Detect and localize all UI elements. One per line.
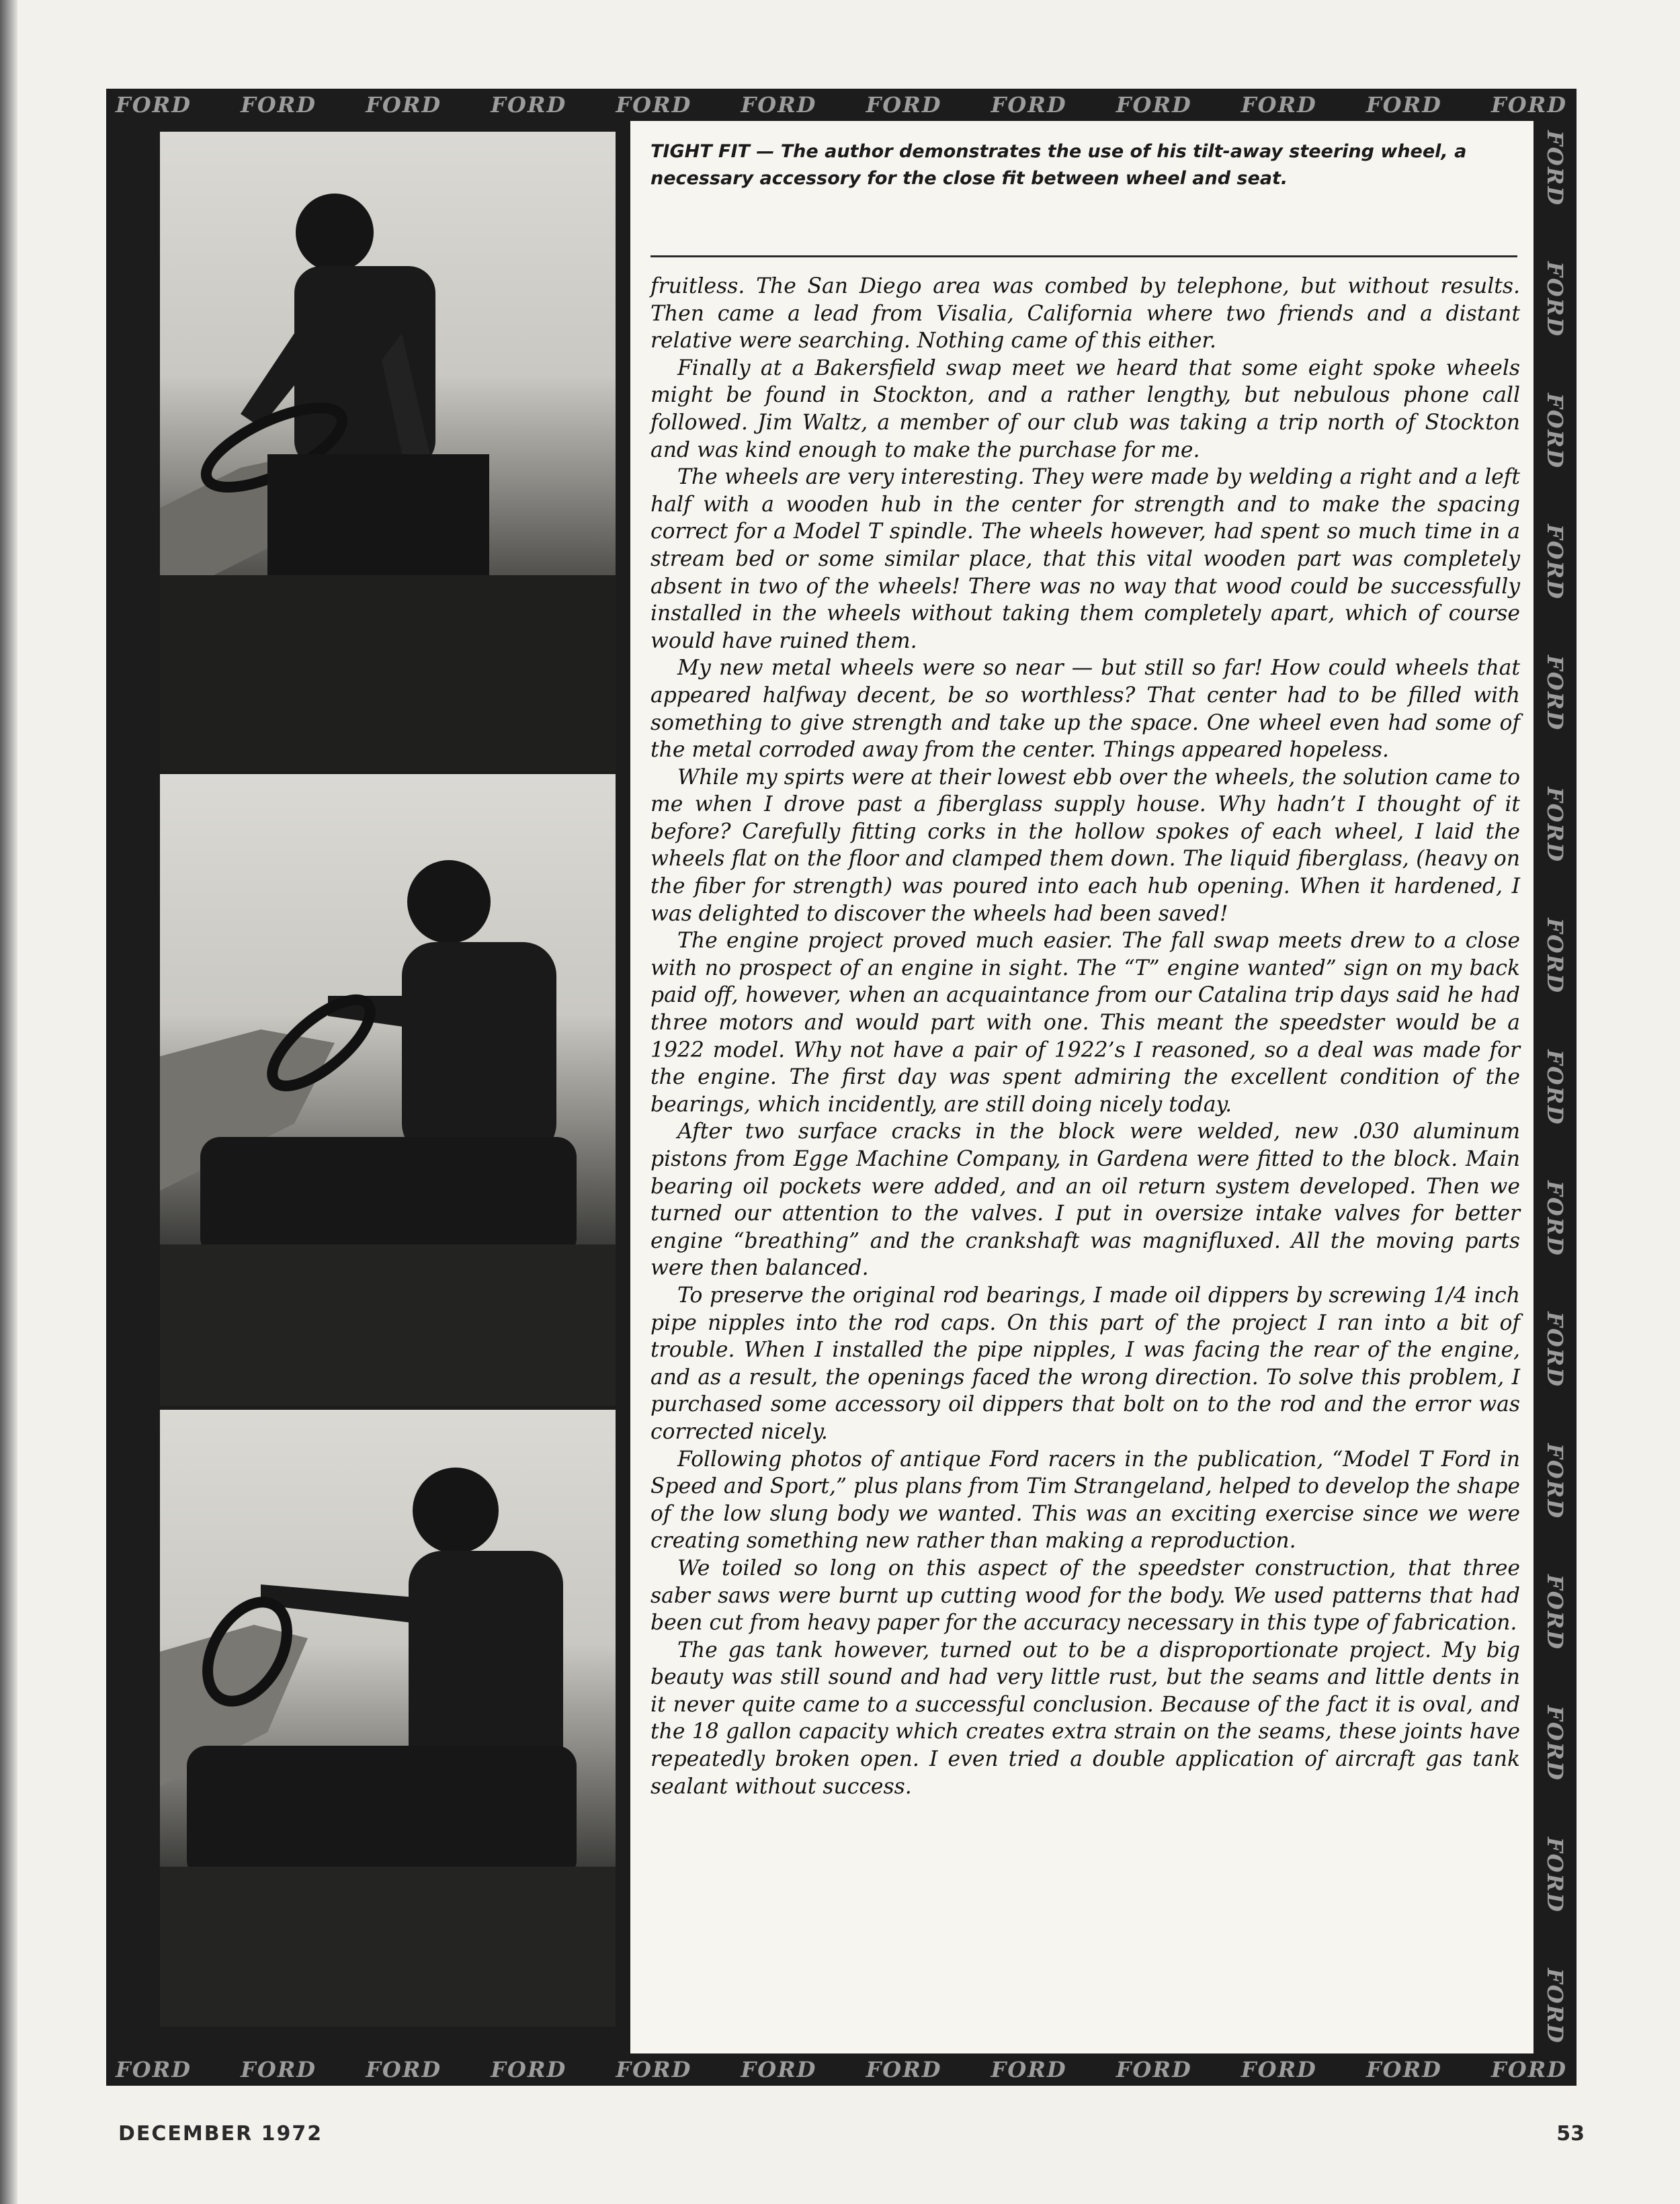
paragraph: fruitless. The San Diego area was combed by telephone, but without results. Then came a lead from Visalia, California where two friends and a distant relative were searching. Nothing came of this either. (650, 274, 1520, 353)
photo-2-silhouette (160, 774, 616, 1406)
photo-caption (650, 138, 1517, 192)
paragraph: We toiled so long on this aspect of the speedster construction, that three saber saws were burnt up cutting wood for the body. We used patterns that had been cut from heavy paper for the accuracy necessary in this type of fabrication. (650, 1556, 1520, 1636)
paragraph: To preserve the original rod bearings, I made oil dippers by screwing 1/4 inch pipe nipples into the rod caps. On this part of the project I ran into a bit of trouble. When I installed the pipe nipples, I was facing the rear of the engine, and as a result, the openings faced the wrong direction. To solve this problem, I purchased some accessory oil dippers that bolt on to the rod and the error was corrected nicely. (650, 1283, 1520, 1444)
border-word: FORD (866, 2057, 942, 2082)
border-word: FORD (1542, 1836, 1568, 1913)
border-word: FORD (616, 92, 692, 118)
caption-lead: TIGHT FIT — (650, 141, 775, 162)
border-word: FORD (1116, 92, 1192, 118)
border-word: FORD (116, 2057, 192, 2082)
border-word: FORD (1542, 655, 1568, 732)
border-word: FORD (866, 92, 942, 118)
issue-date: DECEMBER 1972 (118, 2122, 323, 2146)
border-word: FORD (491, 92, 567, 118)
binding-gutter (0, 0, 17, 2204)
border-top (106, 89, 1577, 121)
border-word: FORD (1542, 1968, 1568, 2044)
article-body (650, 273, 1520, 1800)
photo-2-driver-seated (160, 774, 616, 1406)
border-word: FORD (241, 92, 317, 118)
paragraph: The gas tank however, turned out to be a disproportionate project. My big beauty was still sound and had very little rust, but the seams and little dents in it never quite came to a successful conclusion. Because of the fact it is oval, and the 18 gallon capacity which creates extra strain on the seams, these joints have repeatedly broken open. I even tried a double application of aircraft gas tank sealant without success. (650, 1638, 1520, 1799)
border-word: FORD (1116, 2057, 1192, 2082)
border-word: FORD (1542, 261, 1568, 338)
border-word: FORD (1241, 2057, 1317, 2082)
border-word: FORD (616, 2057, 692, 2082)
paragraph: Finally at a Bakersfield swap meet we heard that some eight spoke wheels might be found in Stockton, and a rather lengthy, but nebulous phone call followed. Jim Waltz, a member of our club was taking a trip north of Stockton and was kind enough to make the purchase for me. (650, 355, 1520, 462)
border-word: FORD (1542, 392, 1568, 469)
border-word: FORD (1542, 524, 1568, 601)
border-word: FORD (366, 2057, 442, 2082)
border-word: FORD (1366, 92, 1442, 118)
page-number: 53 (1556, 2122, 1585, 2146)
paragraph: While my spirts were at their lowest ebb over the wheels, the solution came to me when I drove past a fiberglass supply house. Why hadn’t I thought of it before? Carefully fitting corks in the hollow spokes of each wheel, I laid the wheels flat on the floor and clamped them down. The liquid fiberglass, (heavy on the fiber for strength) was poured into each hub opening. When it hardened, I was delighted to discover the wheels had been saved! (650, 765, 1520, 926)
caption-divider (650, 255, 1517, 257)
border-word: FORD (991, 92, 1067, 118)
border-word: FORD (1542, 918, 1568, 994)
border-word: FORD (1491, 2057, 1567, 2082)
border-word: FORD (991, 2057, 1067, 2082)
border-word: FORD (241, 2057, 317, 2082)
border-word: FORD (1542, 1574, 1568, 1650)
border-word: FORD (366, 92, 442, 118)
article-panel (630, 121, 1534, 2053)
border-word: FORD (1542, 1443, 1568, 1519)
paragraph: Following photos of antique Ford racers in the publication, “Model T Ford in Speed and Sport,” plus plans from Tim Strangeland, helped to develop the shape of the low slung body we wanted. This was an exciting exercise since we were creating something new rather than making a reproduction. (650, 1447, 1520, 1554)
border-word: FORD (1542, 1049, 1568, 1126)
border-word: FORD (1542, 1312, 1568, 1388)
photo-3-driver-smiling (160, 1410, 616, 2027)
photo-3-silhouette (160, 1410, 616, 2027)
ford-border-frame (106, 89, 1577, 2086)
border-bottom (106, 2053, 1577, 2086)
photo-1-driver-leaning (160, 132, 616, 771)
paragraph: My new metal wheels were so near — but still so far! How could wheels that appeared halfway decent, be so worthless? That center had to be filled with something to give strength and take up the space. One wheel even had some of the metal corroded away from the center. Things appeared hopeless. (650, 656, 1520, 763)
caption-text: The author demonstrates the use of his tilt-away steering wheel, a necessary accessory for the close fit between wheel and seat. (650, 141, 1467, 189)
paragraph: The engine project proved much easier. The fall swap meets drew to a close with no prospect of an engine in sight. The “T” engine wanted” sign on my back paid off, however, when an acquaintance from our Catalina trip days said he had three motors and would part with one. This meant the speedster would be a 1922 model. Why not have a pair of 1922’s I reasoned, so a deal was made for the engine. The first day was spent admiring the excellent condition of the bearings, which incidently, are still doing nicely today. (650, 929, 1520, 1117)
border-word: FORD (741, 92, 817, 118)
border-word: FORD (1366, 2057, 1442, 2082)
border-word: FORD (1542, 1705, 1568, 1782)
border-word: FORD (1491, 92, 1567, 118)
paragraph: After two surface cracks in the block were welded, new .030 aluminum pistons from Egge Machine Company, in Gardena were fitted to the block. Main bearing oil pockets were added, and an oil return system developed. Then we turned our attention to the valves. I put in oversize intake valves for better engine “breathing” and the crankshaft was magnifluxed. All the moving parts were then balanced. (650, 1119, 1520, 1281)
border-word: FORD (116, 92, 192, 118)
border-word: FORD (1542, 786, 1568, 863)
border-word: FORD (1542, 1180, 1568, 1257)
border-word: FORD (1542, 130, 1568, 206)
border-word: FORD (1241, 92, 1317, 118)
paragraph: The wheels are very interesting. They were made by welding a right and a left half with a wooden hub in the center for strength and to make the spacing correct for a Model T spindle. The wheels however, had spent so much time in a stream bed or some similar place, that this vital wooden part was completely absent in two of the wheels! There was no way that wood could be successfully installed in the wheels without taking them completely apart, which of course would have ruined them. (650, 465, 1520, 653)
border-right (1534, 121, 1577, 2053)
photo-1-silhouette (160, 132, 616, 771)
border-word: FORD (741, 2057, 817, 2082)
border-word: FORD (491, 2057, 567, 2082)
